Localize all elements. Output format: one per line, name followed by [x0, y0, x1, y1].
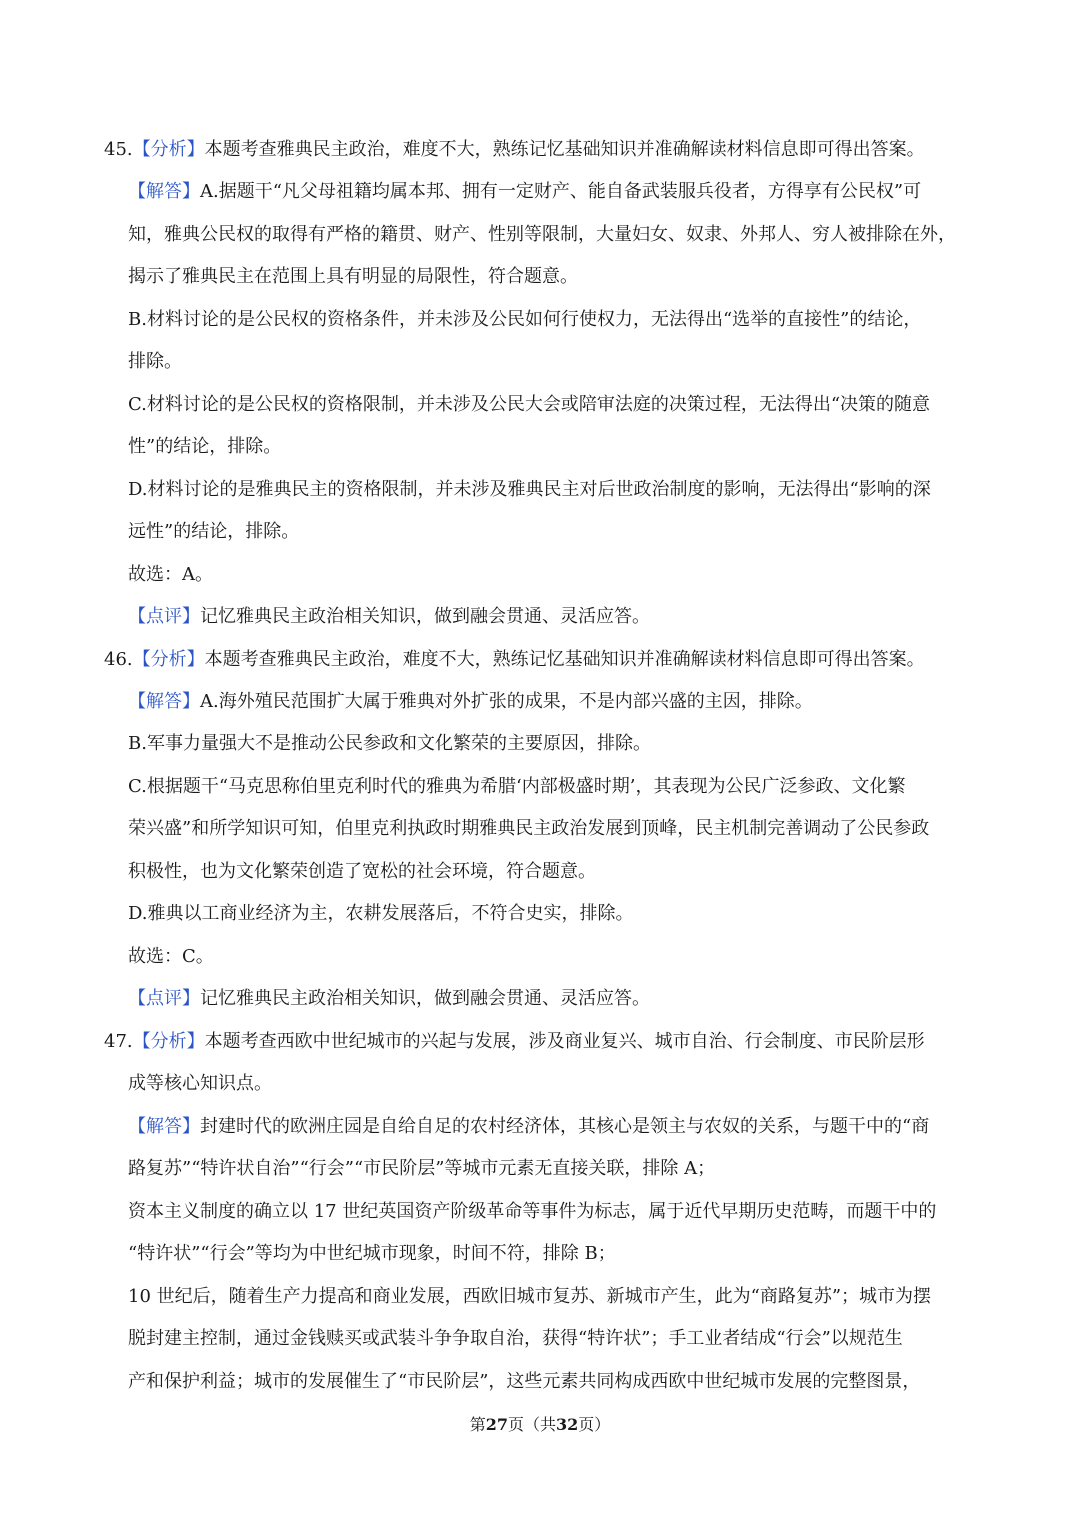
q46-option-d: D.雅典以工商业经济为主，农耕发展落后，不符合史实，排除。: [128, 903, 634, 924]
analysis-text: 本题考查雅典民主政治，难度不大，熟练记忆基础知识并准确解读材料信息即可得出答案。: [204, 139, 925, 160]
q45-choice: 故选：A。: [128, 564, 213, 585]
q47-answer-line-6: 脱封建主控制，通过金钱赎买或武装斗争争取自治，获得“特许状”；手工业者结成“行会”以规范生: [128, 1328, 903, 1349]
answer-text: A.据题干“凡父母祖籍均属本邦、拥有一定财产、能自备武装服兵役者，方得享有公民权”可: [200, 181, 922, 202]
q47-answer-line-7: 产和保护利益；城市的发展催生了“市民阶层”，这些元素共同构成西欧中世纪城市发展的完整图景，: [128, 1371, 921, 1392]
q45-option-d-line-1: D.材料讨论的是雅典民主的资格限制，并未涉及雅典民主对后世政治制度的影响，无法得出“影响的深: [128, 479, 931, 500]
q46-answer-line-1: [128, 689, 813, 715]
answer-tag: 【解答】: [128, 181, 200, 202]
q45-answer-line-2: 知，雅典公民权的取得有严格的籍贯、财产、性别等限制，大量妇女、奴隶、外邦人、穷人被排除在外，: [128, 224, 956, 245]
answer-text: 封建时代的欧洲庄园是自给自足的农村经济体，其核心是领主与农奴的关系，与题干中的“商: [200, 1116, 930, 1137]
answer-text: A.海外殖民范围扩大属于雅典对外扩张的成果，不是内部兴盛的主因，排除。: [200, 691, 813, 712]
q47-answer-line-4: “特许状”“行会”等均为中世纪城市现象，时间不符，排除 B；: [128, 1243, 616, 1264]
q47-answer-line-1: [128, 1114, 929, 1140]
q46-comment-line: [128, 986, 650, 1012]
answer-tag: 【解答】: [128, 691, 200, 712]
analysis-tag: 【分析】: [132, 649, 205, 670]
analysis-tag: 【分析】: [132, 139, 205, 160]
q46-option-b: B.军事力量强大不是推动公民参政和文化繁荣的主要原因，排除。: [128, 733, 651, 754]
analysis-tag: 【分析】: [132, 1031, 205, 1052]
q46-analysis-line: [104, 647, 925, 673]
q45-option-d-line-2: 远性”的结论，排除。: [128, 521, 300, 542]
q47-answer-line-5: 10 世纪后，随着生产力提高和商业发展，西欧旧城市复苏、新城市产生，此为“商路复苏”；城市为摆: [128, 1286, 932, 1307]
q47-analysis-line-1: [104, 1029, 925, 1055]
footer-total-pages: 32: [556, 1415, 579, 1434]
comment-text: 记忆雅典民主政治相关知识，做到融会贯通、灵活应答。: [200, 988, 650, 1009]
analysis-text: 本题考查西欧中世纪城市的兴起与发展，涉及商业复兴、城市自治、行会制度、市民阶层形: [204, 1031, 925, 1052]
footer-prefix: 第: [469, 1415, 486, 1434]
q45-option-b-line-1: B.材料讨论的是公民权的资格条件，并未涉及公民如何行使权力，无法得出“选举的直接性”的结论，: [128, 309, 922, 330]
q45-comment-line: [128, 604, 650, 630]
answer-tag: 【解答】: [128, 1116, 200, 1137]
question-number: 47.: [104, 1031, 133, 1052]
question-number: 45.: [104, 139, 133, 160]
footer-suffix: 页）: [578, 1415, 611, 1434]
q45-option-b-line-2: 排除。: [128, 351, 182, 372]
comment-tag: 【点评】: [128, 988, 200, 1009]
page-footer: [0, 1414, 1080, 1436]
comment-text: 记忆雅典民主政治相关知识，做到融会贯通、灵活应答。: [200, 606, 650, 627]
comment-tag: 【点评】: [128, 606, 200, 627]
q45-analysis-line: [104, 137, 925, 163]
q46-option-c-line-3: 积极性，也为文化繁荣创造了宽松的社会环境，符合题意。: [128, 861, 596, 882]
q46-option-c-line-1: C.根据题干“马克思称伯里克利时代的雅典为希腊‘内部极盛时期’，其表现为公民广泛参政、文化繁: [128, 776, 906, 797]
footer-page-number: 27: [485, 1415, 508, 1434]
q46-choice: 故选：C。: [128, 946, 214, 967]
analysis-text: 本题考查雅典民主政治，难度不大，熟练记忆基础知识并准确解读材料信息即可得出答案。: [204, 649, 925, 670]
q45-option-c-line-2: 性”的结论，排除。: [128, 436, 282, 457]
q46-option-c-line-2: 荣兴盛”和所学知识可知，伯里克利执政时期雅典民主政治发展到顶峰，民主机制完善调动了公民参政: [128, 818, 930, 839]
q47-analysis-line-2: 成等核心知识点。: [128, 1073, 272, 1094]
question-number: 46.: [104, 649, 133, 670]
q47-answer-line-2: 路复苏”“特许状自治”“行会”“市民阶层”等城市元素无直接关联，排除 A；: [128, 1158, 716, 1179]
q45-answer-line-3: 揭示了雅典民主在范围上具有明显的局限性，符合题意。: [128, 266, 578, 287]
footer-middle: 页（共: [507, 1415, 556, 1434]
q47-answer-line-3: 资本主义制度的确立以 17 世纪英国资产阶级革命等事件为标志，属于近代早期历史范畴，而题干中的: [128, 1201, 937, 1222]
q45-option-c-line-1: C.材料讨论的是公民权的资格限制，并未涉及公民大会或陪审法庭的决策过程，无法得出“决策的随意: [128, 394, 931, 415]
q45-answer-line-1: [128, 179, 921, 205]
